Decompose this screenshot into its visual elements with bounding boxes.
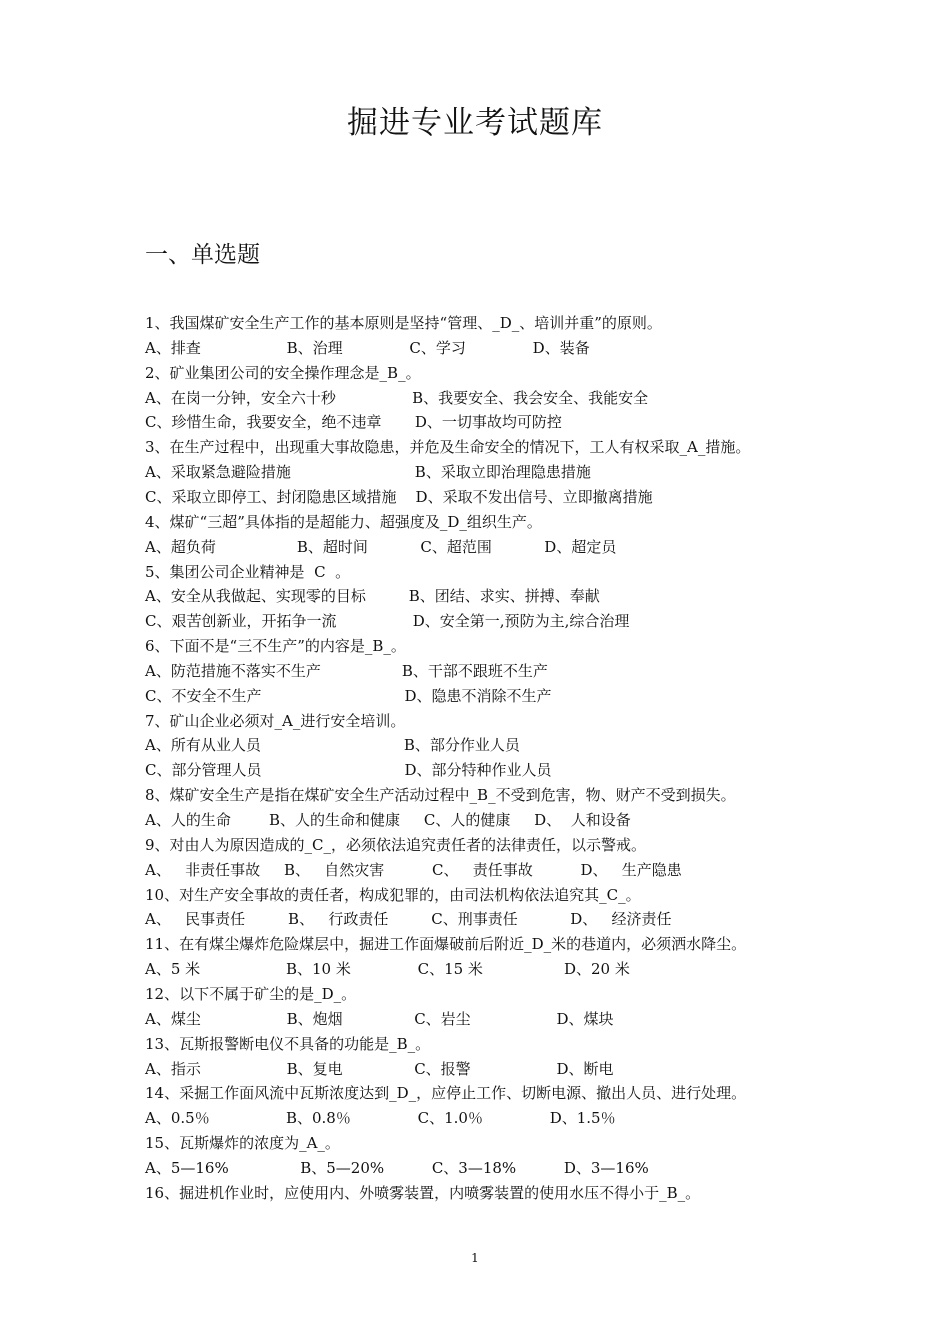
answer-options-line: A、指示 B、复电 C、报警 D、断电 — [145, 1059, 614, 1078]
answer-options-line: A、安全从我做起、实现零的目标 B、团结、求实、拼搏、奉献 — [145, 587, 600, 606]
answer-options-line: A、所有从业人员 B、部分作业人员 — [145, 736, 520, 755]
answer-options-line: A、5—16% B、5—20% C、3—18% D、3—16% — [145, 1158, 649, 1177]
question-line: 2、矿业集团公司的安全操作理念是_B_。 — [145, 363, 421, 382]
question-line: 12、以下不属于矿尘的是_D_。 — [145, 984, 357, 1003]
question-line: 15、瓦斯爆炸的浓度为_A_。 — [145, 1134, 340, 1153]
answer-options-line: C、不安全不生产 D、隐患不消除不生产 — [145, 686, 552, 705]
question-line: 4、煤矿“三超”具体指的是超能力、超强度及_D_组织生产。 — [145, 512, 542, 531]
answer-options-line: A、排查 B、治理 C、学习 D、装备 — [145, 338, 590, 357]
answer-options-line: A、0.5％ B、0.8％ C、1.0％ D、1.5％ — [145, 1109, 616, 1128]
question-line: 5、集团公司企业精神是 C 。 — [145, 562, 351, 581]
answer-options-line: A、防范措施不落实不生产 B、干部不跟班不生产 — [145, 661, 548, 680]
section-heading: 一、单选题 — [145, 242, 260, 268]
answer-options-line: A、5 米 B、10 米 C、15 米 D、20 米 — [145, 960, 630, 979]
page-number: 1 — [471, 1251, 479, 1265]
answer-options-line: A、 民事责任 B、 行政责任 C、刑事责任 D、 经济责任 — [145, 910, 672, 929]
answer-options-line: A、煤尘 B、炮烟 C、岩尘 D、煤块 — [145, 1009, 614, 1028]
question-line: 7、矿山企业必须对_A_进行安全培训。 — [145, 711, 406, 730]
question-line: 13、瓦斯报警断电仪不具备的功能是_B_。 — [145, 1034, 431, 1053]
answer-options-line: A、 非责任事故 B、 自然灾害 C、 责任事故 D、 生产隐患 — [145, 860, 682, 879]
answer-options-line: C、珍惜生命，我要安全，绝不违章 D、一切事故均可防控 — [145, 413, 562, 432]
answer-options-line: C、艰苦创新业，开拓争一流 D、安全第一,预防为主,综合治理 — [145, 612, 630, 631]
question-line: 14、采掘工作面风流中瓦斯浓度达到_D_，应停止工作、切断电源、撤出人员、进行处理。 — [145, 1084, 747, 1103]
answer-options-line: A、采取紧急避险措施 B、采取立即治理隐患措施 — [145, 463, 591, 482]
answer-options-line: C、采取立即停工、封闭隐患区域措施 D、采取不发出信号、立即撤离措施 — [145, 487, 653, 506]
question-line: 8、煤矿安全生产是指在煤矿安全生产活动过程中_B_不受到危害，物、财产不受到损失。 — [145, 786, 736, 805]
document-title: 掘进专业考试题库 — [347, 105, 603, 141]
question-line: 9、对由人为原因造成的_C_，必须依法追究责任者的法律责任，以示警戒。 — [145, 835, 647, 854]
question-line: 16、掘进机作业时，应使用内、外喷雾装置，内喷雾装置的使用水压不得小于_B_。 — [145, 1183, 701, 1202]
question-line: 1、我国煤矿安全生产工作的基本原则是坚持“管理、_D_、培训并重”的原则。 — [145, 314, 662, 332]
answer-options-line: A、超负荷 B、超时间 C、超范围 D、超定员 — [145, 537, 617, 556]
question-line: 6、下面不是“三不生产”的内容是_B_。 — [145, 637, 406, 656]
answer-options-line: C、部分管理人员 D、部分特种作业人员 — [145, 761, 552, 780]
question-line: 11、在有煤尘爆炸危险煤层中，掘进工作面爆破前后附近_D_米的巷道内，必须洒水降尘。 — [145, 935, 747, 954]
answer-options-line: A、人的生命 B、人的生命和健康 C、人的健康 D、 人和设备 — [145, 811, 631, 829]
answer-options-line: A、在岗一分钟，安全六十秒 B、我要安全、我会安全、我能安全 — [145, 388, 649, 407]
question-line: 3、在生产过程中，出现重大事故隐患，并危及生命安全的情况下，工人有权采取_A_措施。 — [145, 438, 751, 457]
question-line: 10、对生产安全事故的责任者，构成犯罪的，由司法机构依法追究其_C_。 — [145, 885, 641, 904]
